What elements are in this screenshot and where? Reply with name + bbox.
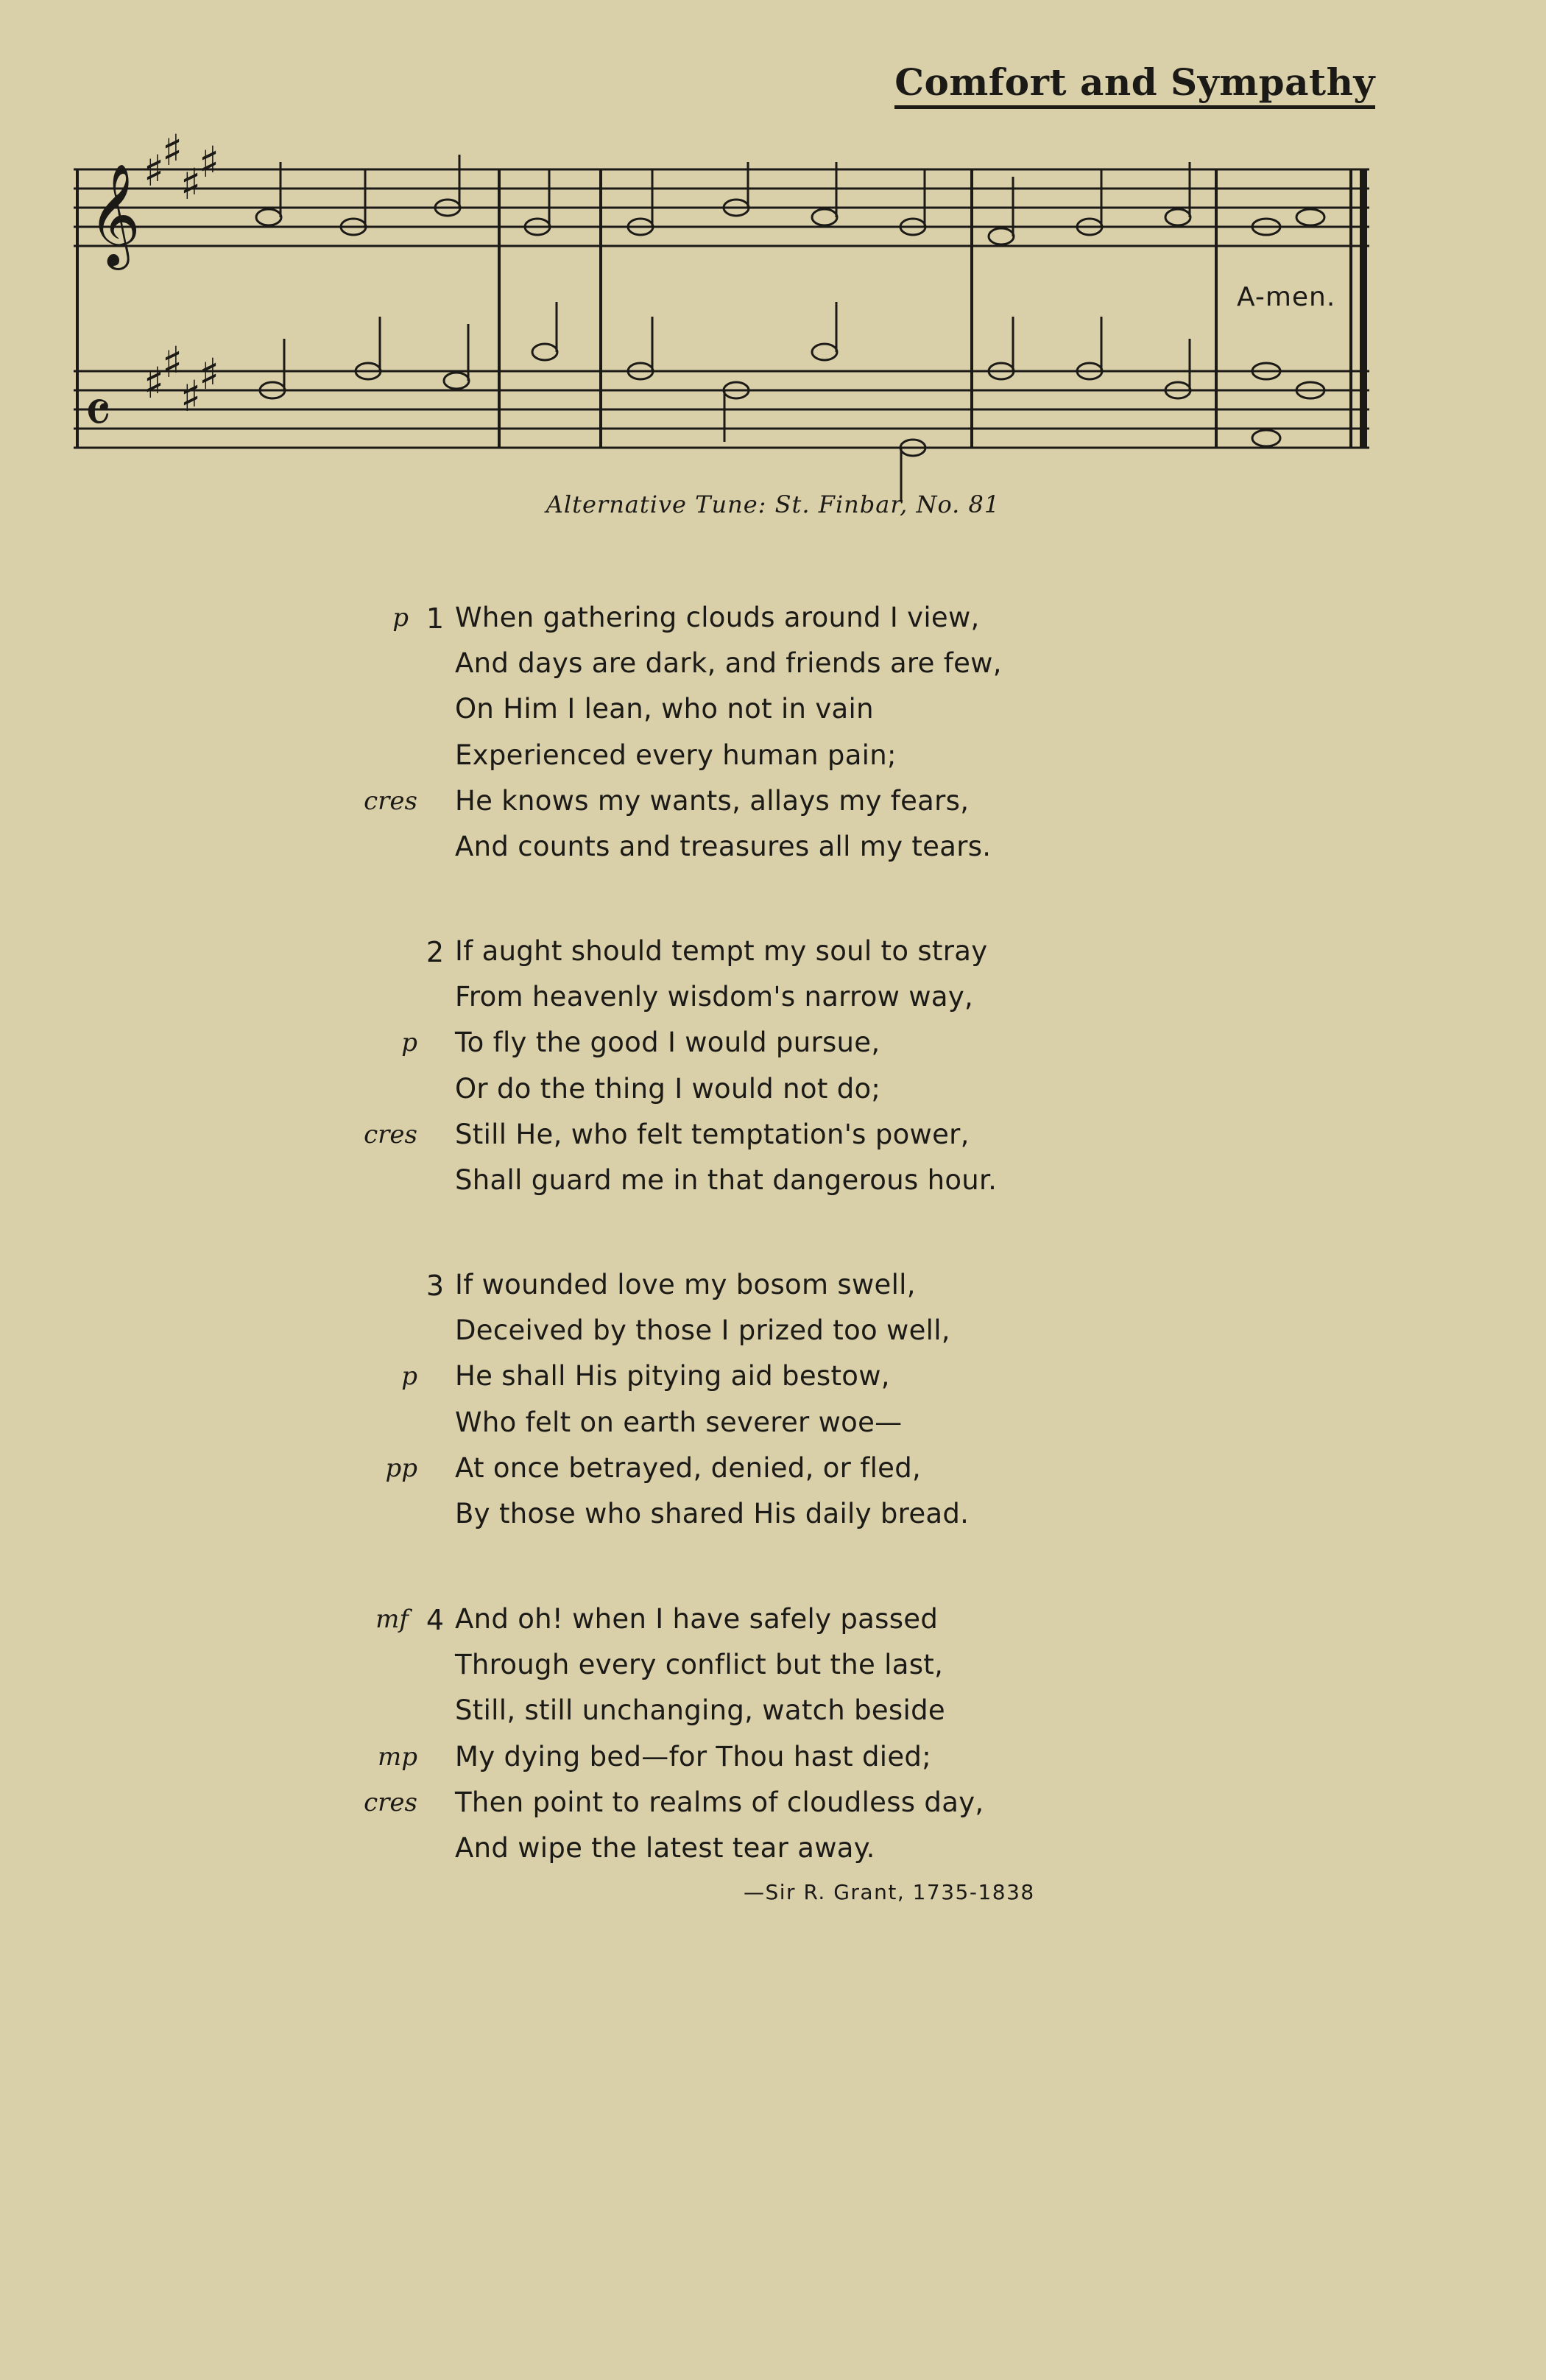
- common-time-icon: 𝄴: [84, 377, 112, 449]
- dynamic-marking: cres: [364, 786, 417, 816]
- verse-number: 4: [426, 1604, 444, 1636]
- svg-text:♯: ♯: [199, 137, 220, 187]
- music-score: [74, 118, 1377, 501]
- verse-number: 3: [426, 1270, 444, 1302]
- verse-line: At once betrayed, denied, or fled,: [455, 1451, 922, 1484]
- author-credit: —Sir R. Grant, 1735-1838: [744, 1880, 1035, 1904]
- verse-line: Shall guard me in that dangerous hour.: [455, 1164, 998, 1196]
- verse-line: From heavenly wisdom's narrow way,: [455, 981, 974, 1013]
- verse-line: Still He, who felt temptation's power,: [455, 1118, 970, 1150]
- verse-line: Or do the thing I would not do;: [455, 1072, 881, 1105]
- verse-line: Who felt on earth severer woe—: [455, 1406, 903, 1438]
- dynamic-marking: mf: [375, 1605, 409, 1634]
- verse-number: 1: [426, 602, 444, 635]
- dynamic-marking: p: [392, 603, 409, 633]
- svg-text:♯: ♯: [144, 358, 165, 408]
- verse-line: And days are dark, and friends are few,: [455, 647, 1002, 680]
- verse-line: Deceived by those I prized too well,: [455, 1314, 950, 1347]
- verse-line: And counts and treasures all my tears.: [455, 831, 992, 862]
- verse-line: If wounded love my bosom swell,: [455, 1269, 916, 1300]
- verse-line: And wipe the latest tear away.: [455, 1832, 875, 1864]
- treble-clef-icon: 𝄞: [88, 163, 141, 266]
- alternative-tune: Alternative Tune: St. Finbar, No. 81: [546, 490, 1000, 518]
- staff-lines: [74, 169, 1369, 448]
- verse-line: Still, still unchanging, watch beside: [455, 1694, 945, 1727]
- svg-text:♯: ♯: [162, 337, 183, 387]
- dynamic-marking: mp: [377, 1742, 417, 1772]
- verse-number: 2: [426, 936, 444, 968]
- verse-line: And oh! when I have safely passed: [455, 1603, 939, 1635]
- verse-line: He knows my wants, allays my fears,: [455, 784, 970, 817]
- dynamic-marking: p: [401, 1028, 417, 1058]
- dynamic-marking: cres: [364, 1787, 417, 1817]
- dynamic-marking: cres: [364, 1119, 417, 1149]
- svg-text:♯: ♯: [180, 159, 202, 209]
- verse-line: When gathering clouds around I view,: [455, 602, 980, 633]
- verse-line: My dying bed—for Thou hast died;: [455, 1740, 931, 1772]
- verse-line: Then point to realms of cloudless day,: [455, 1786, 984, 1818]
- svg-text:♯: ♯: [144, 146, 165, 196]
- verse-line: To fly the good I would pursue,: [455, 1027, 880, 1059]
- key-signature: [144, 125, 219, 421]
- dynamic-marking: pp: [385, 1453, 417, 1483]
- verse-line: If aught should tempt my soul to stray: [455, 935, 988, 967]
- svg-text:♯: ♯: [199, 349, 220, 399]
- dynamic-marking: p: [401, 1362, 417, 1392]
- amen-label: A-men.: [1237, 282, 1336, 312]
- page-title: Comfort and Sympathy: [894, 60, 1375, 109]
- verse-line: On Him I lean, who not in vain: [455, 693, 874, 725]
- verse-line: He shall His pitying aid bestow,: [455, 1360, 890, 1393]
- verse-line: By those who shared His daily bread.: [455, 1498, 970, 1529]
- verse-line: Through every conflict but the last,: [455, 1649, 944, 1681]
- verse-line: Experienced every human pain;: [455, 739, 897, 771]
- svg-text:♯: ♯: [162, 125, 183, 175]
- svg-text:♯: ♯: [180, 371, 202, 421]
